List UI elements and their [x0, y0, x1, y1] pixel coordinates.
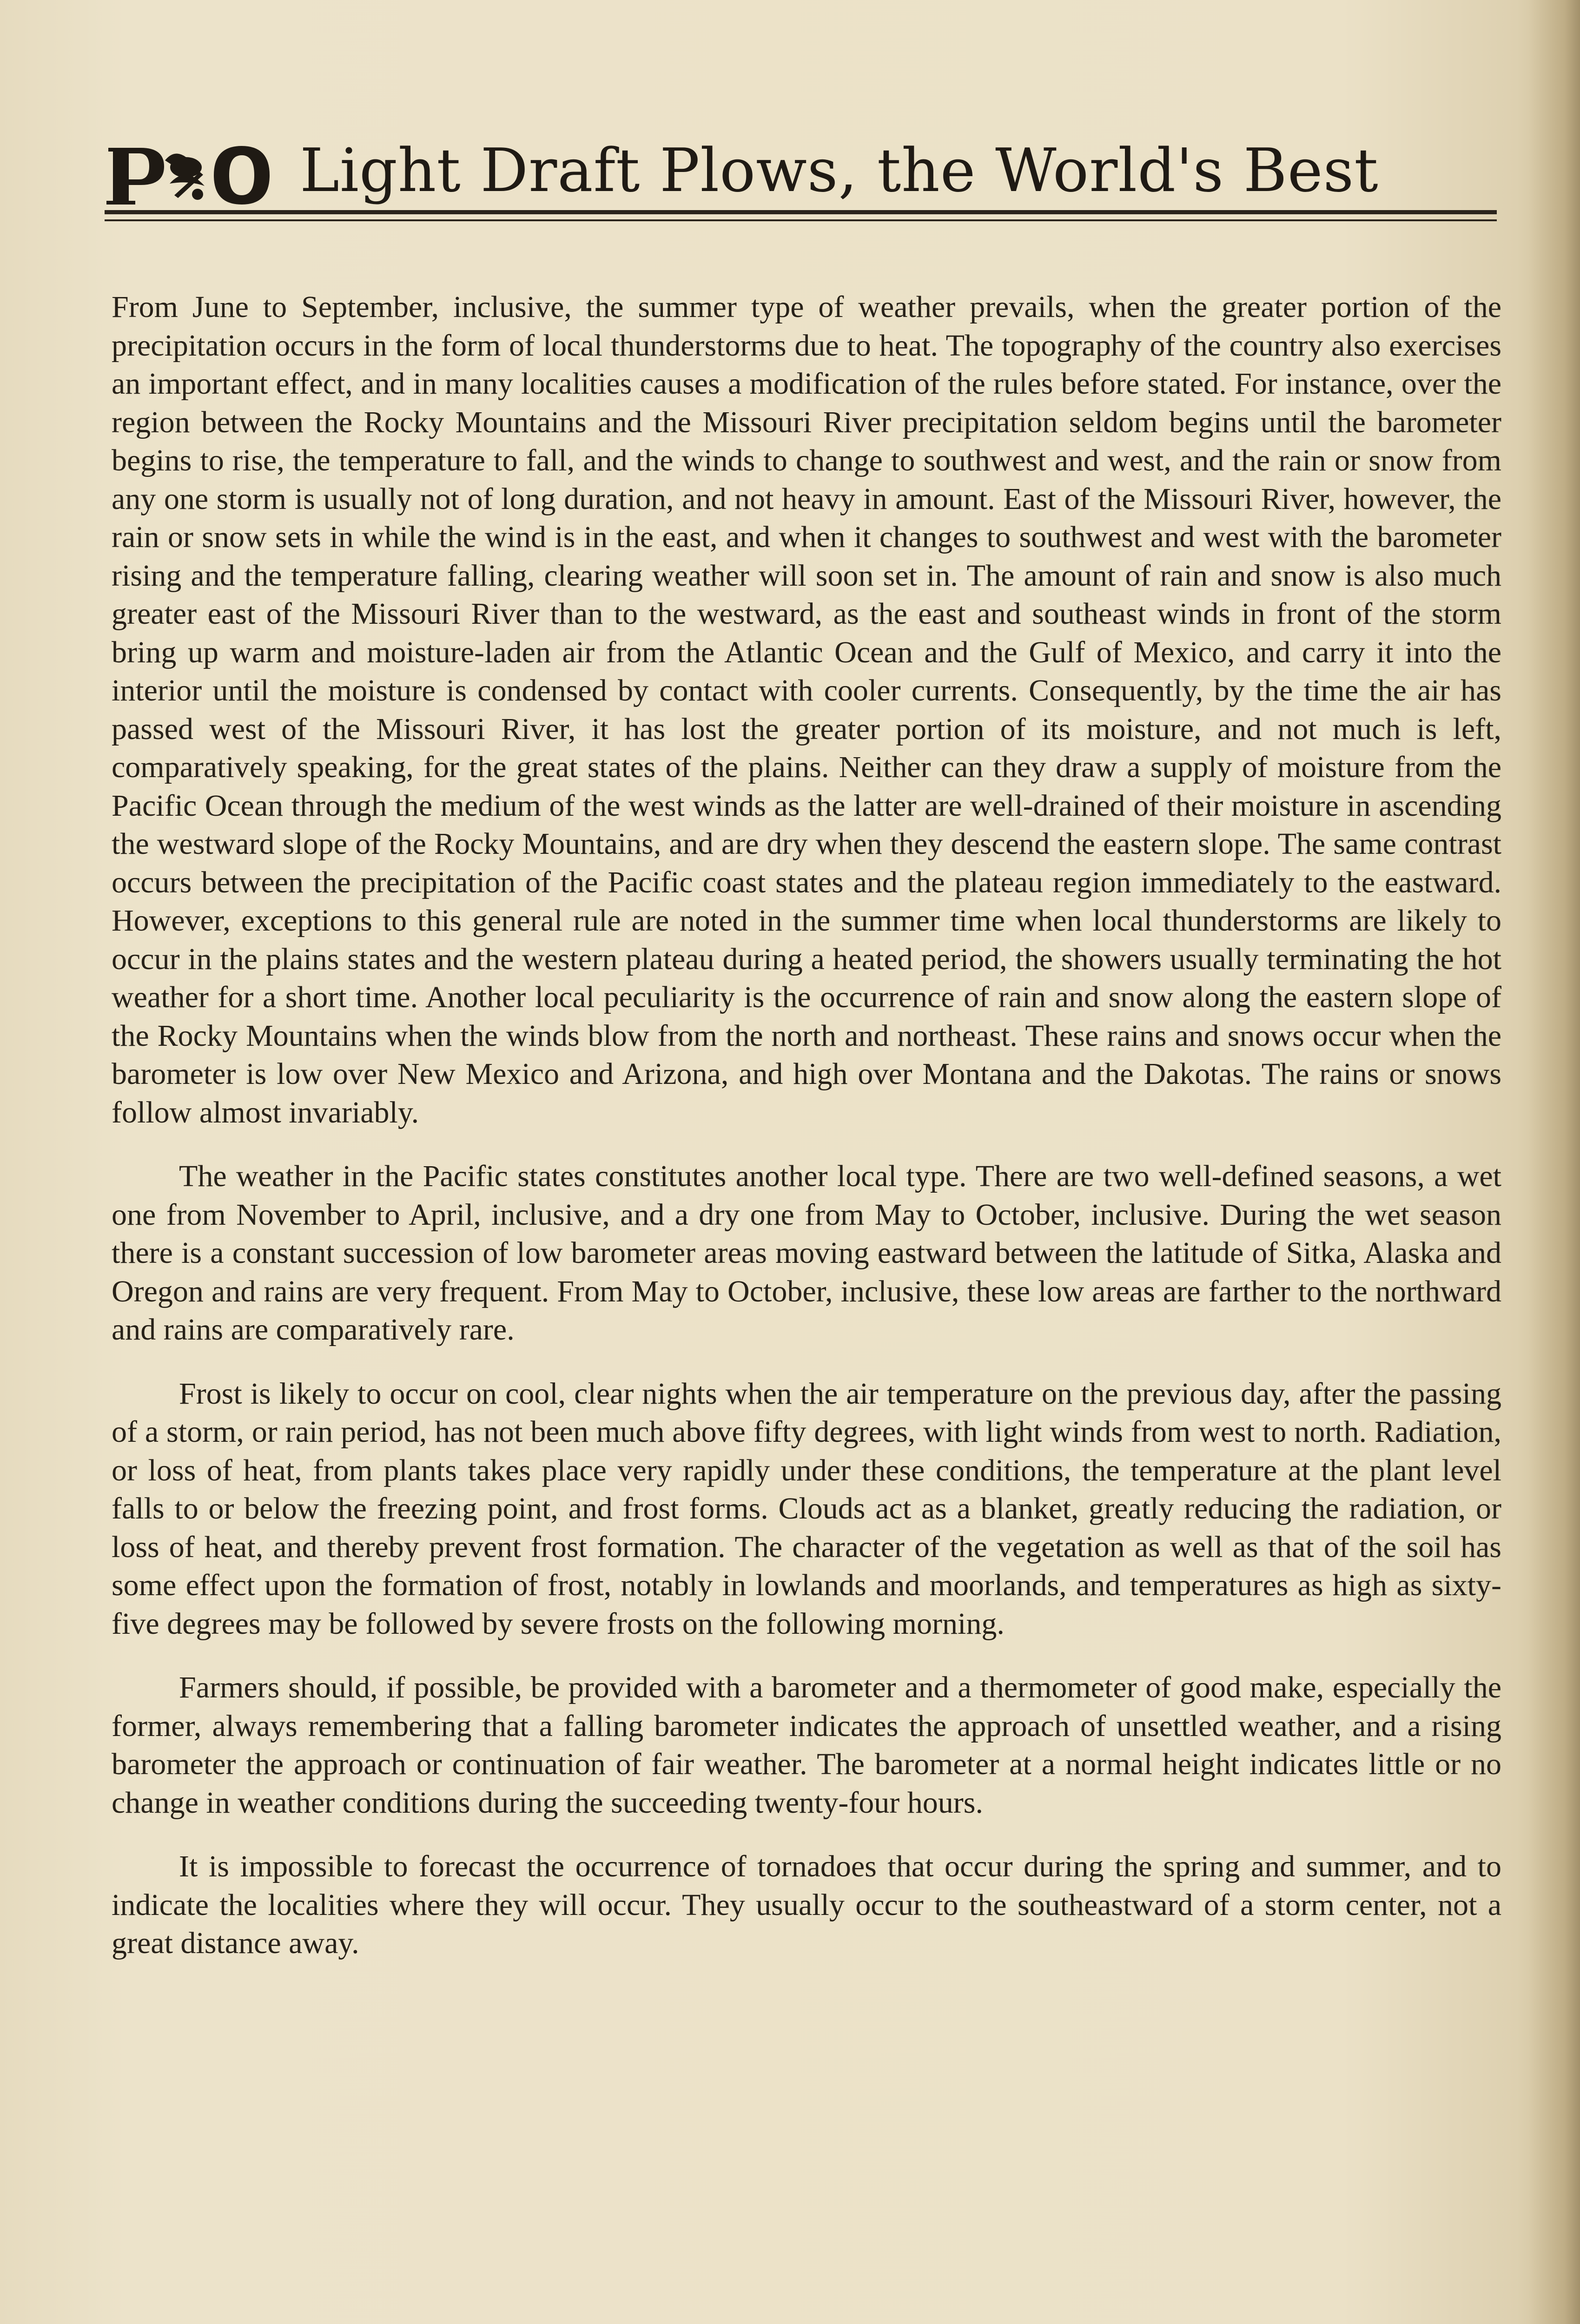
body-text	[112, 288, 1501, 1988]
page-edge-shadow	[1529, 0, 1580, 2324]
page-title: Light Draft Plows, the World's Best	[300, 136, 1379, 205]
header-rule-thin	[105, 219, 1497, 221]
p-and-o-logo	[105, 139, 272, 209]
paragraph-tornadoes: It is impossible to forecast the occurrence of tornadoes that occur during the spring and summer, and to indicate the localities where they will occur. They usually occur to the southeastward of a storm center, not a great distance away.	[112, 1849, 1501, 1960]
paragraph-barometer: Farmers should, if possible, be provided with a barometer and a thermometer of good make, especially the former, always remembering that a falling barometer indicates the approach of unsettled weather, and a rising barometer the approach or continuation of fair weather. The barometer at a normal height indicates little or no change in weather conditions during the succeeding twenty-four hours.	[112, 1670, 1501, 1820]
page-header	[105, 125, 1497, 218]
paragraph-frost: Frost is likely to occur on cool, clear nights when the air temperature on the previous day, after the passing of a storm, or rain period, has not been much above fifty degrees, with light winds from west to north. Radiation, or loss of heat, from plants takes place very rapidly under these conditions, the temperature at the plant level falls to or below the freezing point, and frost forms. Clouds act as a blanket, greatly reducing the radiation, or loss of heat, and thereby prevent frost formation. The character of the vegetation as well as that of the soil has some effect upon the formation of frost, notably in lowlands and moorlands, and temperatures as high as sixty-five degrees may be followed by severe frosts on the following morning.	[112, 1376, 1501, 1641]
paragraph-summer-weather: From June to September, inclusive, the summer type of weather prevails, when the greater portion of the precipitation occurs in the form of local thunderstorms due to heat. The topography of the country also exercises an important effect, and in many localities causes a modification of the rules before stated. For instance, over the region between the Rocky Mountains and the Missouri River precipitation seldom begins until the barometer begins to rise, the temperature to fall, and the winds to change to southwest and west, and the rain or snow from any one storm is usually not of long duration, and not heavy in amount. East of the Missouri River, however, the rain or snow sets in while the wind is in the east, and when it changes to southwest and west with the barometer rising and the temperature falling, clearing weather will soon set in. The amount of rain and snow is also much greater east of the Missouri River than to the westward, as the east and southeast winds in front of the storm bring up warm and moisture-laden air from the Atlantic Ocean and the Gulf of Mexico, and carry it into the interior until the moisture is condensed by contact with cooler currents. Consequently, by the time the air has passed west of the Missouri River, it has lost the greater portion of its moisture, and not much is left, comparatively speaking, for the great states of the plains. Neither can they draw a supply of moisture from the Pacific Ocean through the medium of the west winds as the latter are well-drained of their moisture in ascending the westward slope of the Rocky Mountains, and are dry when they descend the eastern slope. The same contrast occurs between the precipitation of the Pacific coast states and the plateau region immediately to the eastward. However, exceptions to this general rule are noted in the summer time when local thunderstorms are likely to occur in the plains states and the western plateau during a heated period, the showers usually terminating the hot weather for a short time. Another local peculiarity is the occurrence of rain and snow along the eastern slope of the Rocky Mountains when the winds blow from the north and northeast. These rains and snows occur when the barometer is low over New Mexico and Arizona, and high over Montana and the Dakotas. The rains or snows follow almost invariably.	[112, 290, 1501, 1129]
header-rule-thick	[105, 210, 1497, 214]
paragraph-pacific-states: The weather in the Pacific states constitutes another local type. There are two well-defined seasons, a wet one from November to April, inclusive, and a dry one from May to October, inclusive. During the wet season there is a constant succession of low barometer areas moving eastward between the latitude of Sitka, Alaska and Oregon and rains are very frequent. From May to October, inclusive, these low areas are farther to the northward and rains are comparatively rare.	[112, 1159, 1501, 1347]
